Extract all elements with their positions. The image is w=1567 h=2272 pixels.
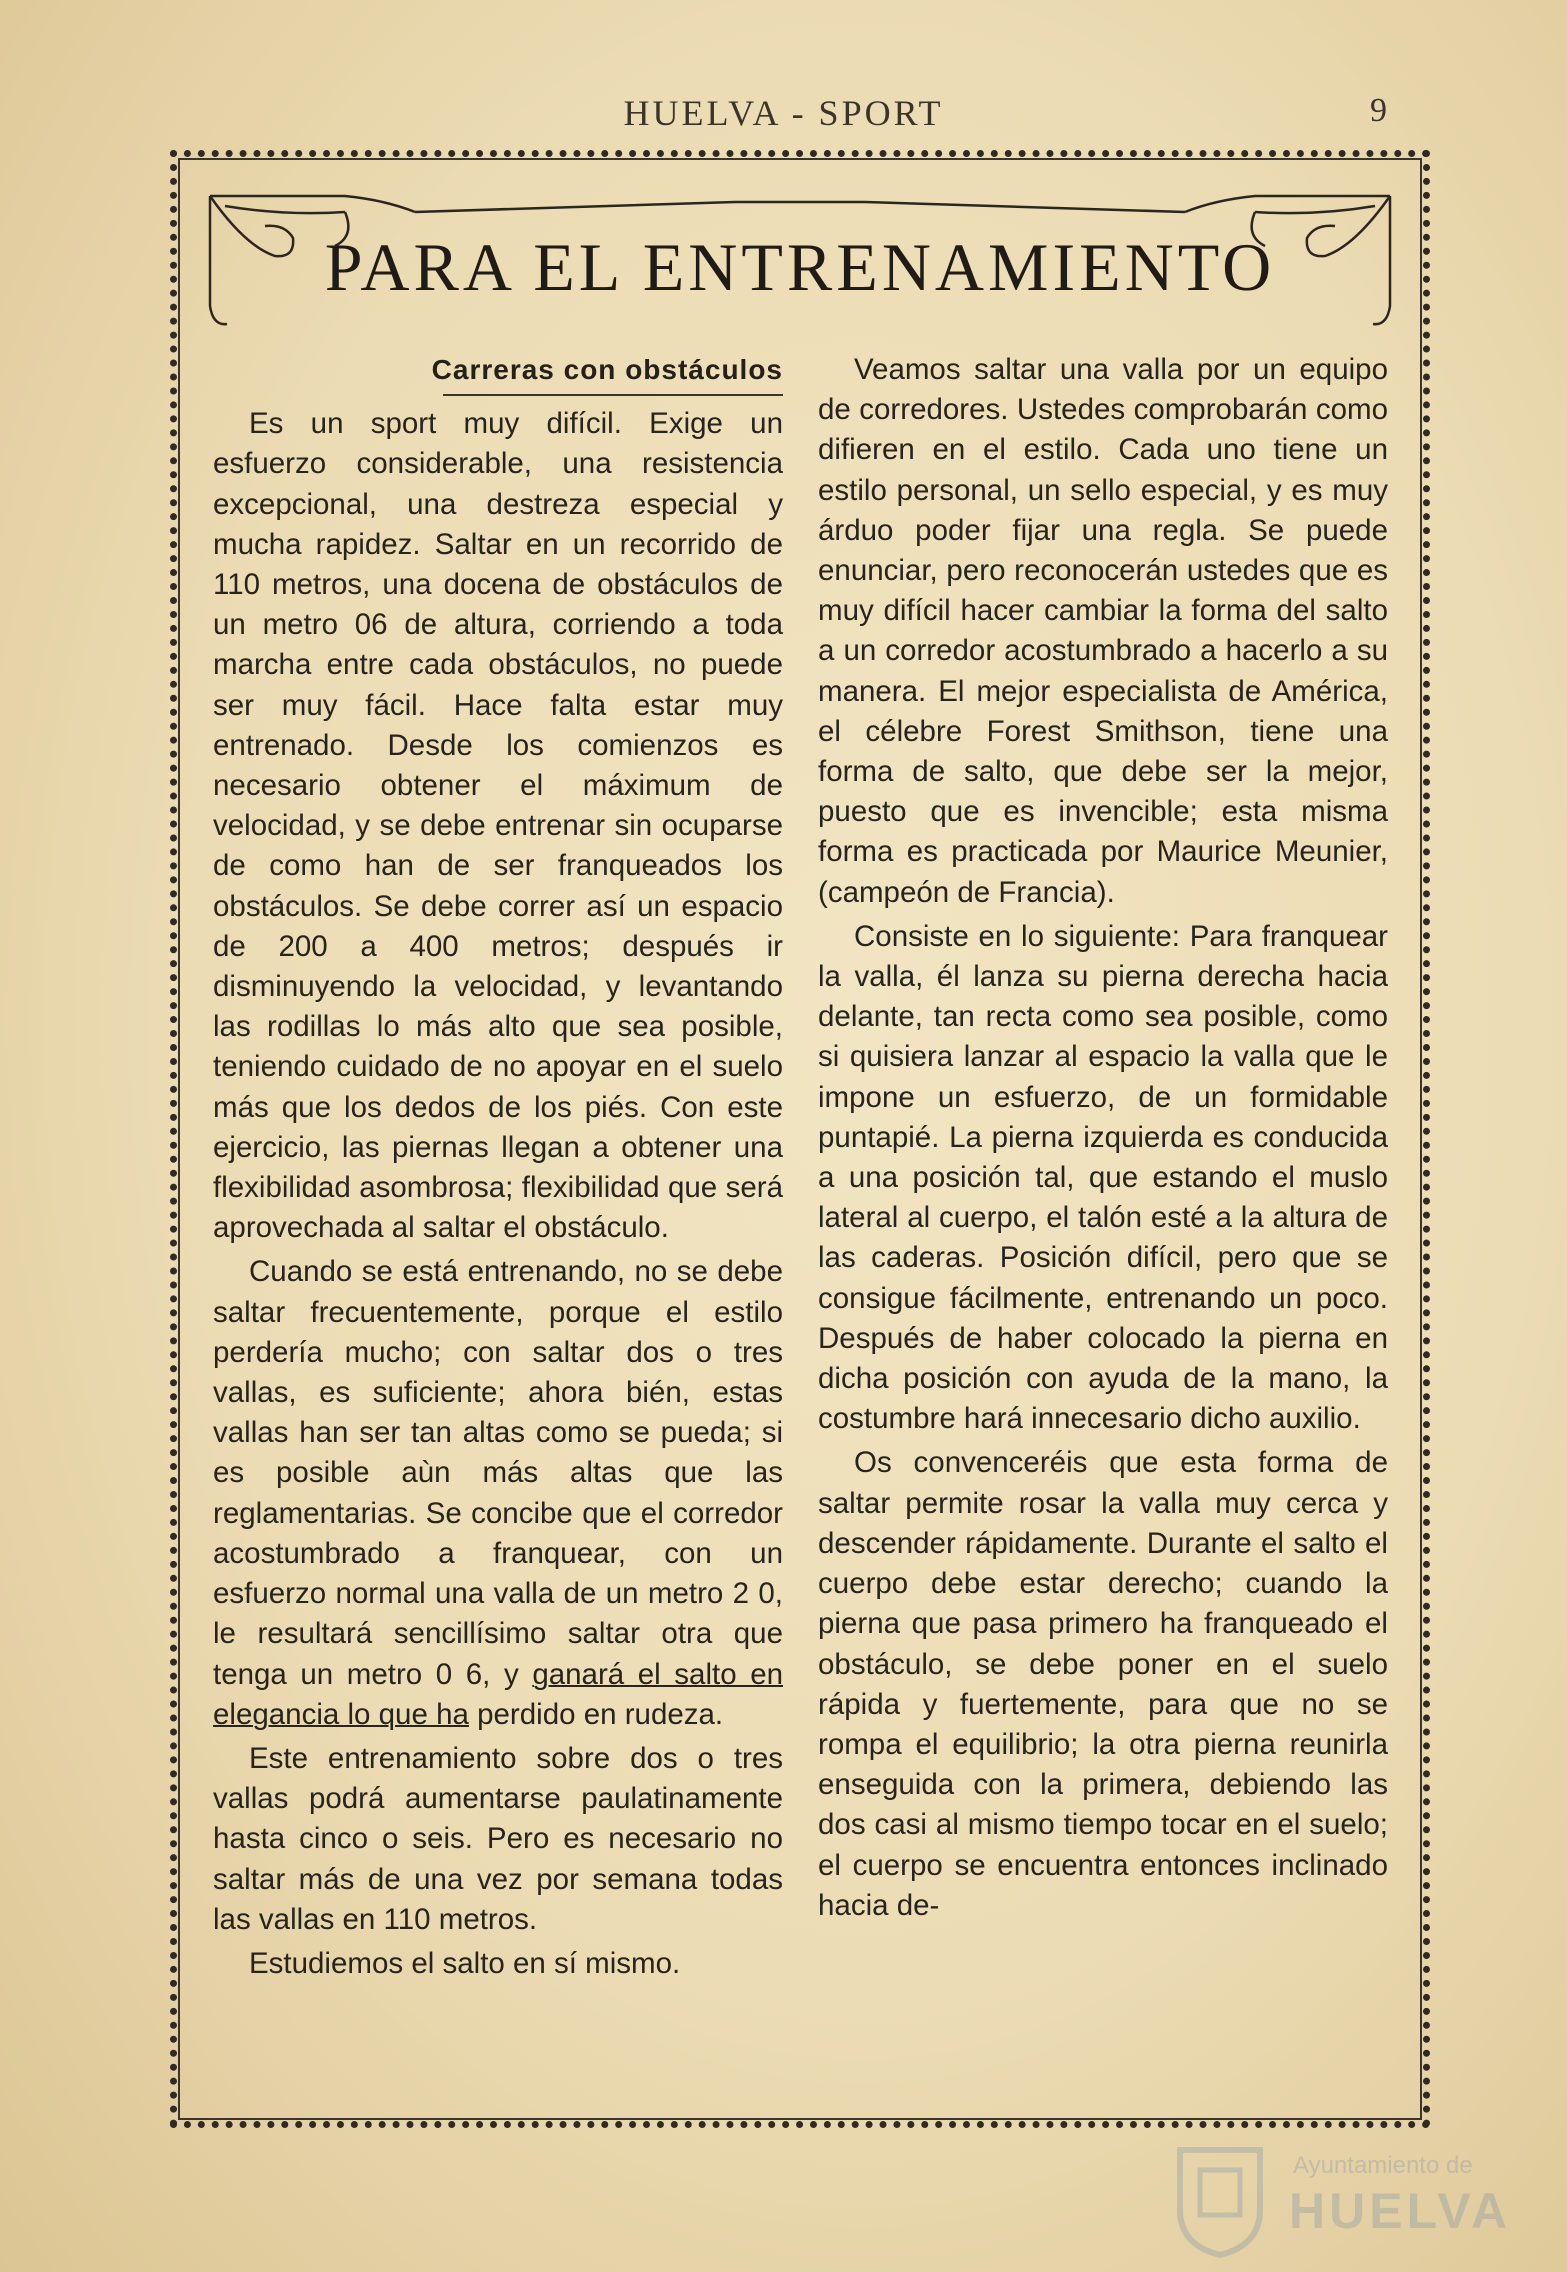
- running-header: [0, 92, 1567, 142]
- subtitle-rule: [443, 394, 783, 396]
- article-subtitle: Carreras con obstáculos: [431, 354, 783, 385]
- paragraph: Estudiemos el salto en sí mismo.: [249, 1946, 681, 1980]
- publication-title: HUELVA - SPORT: [623, 93, 944, 133]
- watermark-main-text: HUELVA: [1289, 2183, 1512, 2239]
- paragraph: Veamos saltar una valla por un equipo de corredores. Ustedes comprobarán como difieren en el estilo. Cada uno tiene un estilo personal, un sello especial, y es muy árduo poder fijar una regla. Se puede enunciar, pero reconocerán ustedes que es muy difícil hacer cambiar la forma del salto a un corredor acostumbrado a hacerlo a su manera. El mejor especialista de América, el célebre Forest Smithson, tiene una forma de salto, que debe ser la mejor, puesto que es invencible; esta misma forma es practicada por Maurice Meunier, (campeón de Francia).: [818, 353, 1388, 909]
- paragraph-text: Cuando se está entrenando, no se debe saltar frecuentemente, porque el estilo perdería mucho; con saltar dos o tres vallas, es suficiente; ahora bién, estas vallas han ser tan altas como se pueda; si es posible aùn más altas que las reglamentarias. Se concibe que el corredor acostumbrado a franquear, con un esfuerzo normal una valla de un metro 2 0, le resultará sencillísimo saltar otra que tenga un metro 0 6, y: [213, 1255, 783, 1691]
- paragraph: Es un sport muy difícil. Exige un esfuerzo considerable, una resistencia excepcional, una destreza especial y mucha rapidez. Saltar en un recorrido de 110 metros, una docena de obstáculos de un metro 06 de altura, corriendo a toda marcha entre cada obstáculos, no puede ser muy fácil. Hace falta estar muy entrenado. Desde los comienzos es necesario obtener el máximum de velocidad, y se debe entrenar sin ocuparse de como han de ser franqueados los obstáculos. Se debe correr así un espacio de 200 a 400 metros; después ir disminuyendo la velocidad, y levantando las rodillas lo más alto que sea posible, teniendo cuidado de no apoyar en el suelo más que los dedos de los piés. Con este ejercicio, las piernas llegan a obtener una flexibilidad asombrosa; flexibilidad que será aprovechada al saltar el obstáculo.: [213, 407, 783, 1245]
- page-number: 9: [1370, 92, 1387, 129]
- paragraph: Os convenceréis que esta forma de saltar permite rosar la valla muy cerca y descender rápidamente. Durante el salto el cuerpo debe estar derecho; cuando la pierna que pasa primero ha franqueado el obstáculo, se debe poner en el suelo rápida y fuertemente, para que no se rompa el equilibrio; la otra pierna reunirla enseguida con la primera, debiendo las dos casi al mismo tiempo tocar en el suelo; el cuerpo se encuentra entonces inclinado hacia de-: [818, 1446, 1388, 1922]
- watermark: [1165, 2130, 1560, 2270]
- city-seal-icon: [1165, 2130, 1275, 2260]
- paragraph: [213, 1252, 783, 1734]
- paragraph-text: perdido en rudeza.: [477, 1697, 724, 1731]
- paragraph: Consiste en lo siguiente: Para franquear la valla, él lanza su pierna derecha hacia delante, tan recta como sea posible, como si quisiera lanzar al espacio la valla que le impone un esfuerzo, de un formidable puntapié. La pierna izquierda es conducida a una posición tal, que estando el muslo lateral al cuerpo, el talón esté a la altura de las caderas. Posición difícil, pero que se consigue fácilmente, entrenando un poco. Después de haber colocado la pierna en dicha posición con ayuda de la mano, la costumbre hará innecesario dicho auxilio.: [818, 919, 1388, 1436]
- article-title: PARA EL ENTRENAMIENTO: [324, 229, 1276, 305]
- paragraph: Este entrenamiento sobre dos o tres vallas podrá aumentarse paulatinamente hasta cinco o seis. Pero es necesario no saltar más de una vez por semana todas las vallas en 110 metros.: [213, 1741, 783, 1936]
- right-column: [818, 350, 1388, 1926]
- underlined-text: ganará el salto en elegancia lo que ha: [213, 1657, 784, 1731]
- watermark-top-text: Ayuntamiento de: [1293, 2152, 1473, 2179]
- left-column: [213, 350, 783, 1984]
